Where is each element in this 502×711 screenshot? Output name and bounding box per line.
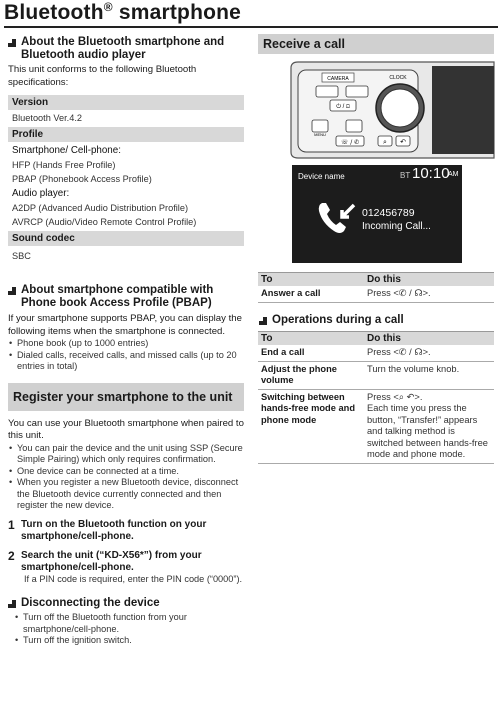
col-do-header: Do this: [364, 332, 494, 346]
end-call-action: Press <✆ / ☊>.: [364, 345, 494, 361]
switch-mode-action: Press <⌕ ↶>. Each time you press the button, “Transfer!” appears and talking method is switched between hands-free mode and phone mode.: [364, 389, 494, 463]
list-item: • You can pair the device and the unit using SSP (Secure Simple Pairing) which only requires confirmation.: [8, 443, 244, 466]
about-bluetooth-heading: About the Bluetooth smartphone and Bluetooth audio player: [8, 36, 244, 62]
end-call-cell: End a call: [258, 345, 364, 361]
table-row: [258, 345, 494, 361]
square-bullet-icon: [8, 600, 16, 608]
voice-icon: ☊: [414, 347, 423, 357]
step-number: 2: [8, 548, 15, 563]
clock-label: CLOCK: [389, 75, 407, 81]
clock-ampm: AM: [448, 171, 459, 178]
incoming-call-screen: [292, 165, 462, 263]
page-title: Bluetooth® smartphone: [4, 0, 242, 24]
table-row: [258, 361, 494, 389]
step-1: [8, 519, 244, 543]
title-divider: [4, 26, 498, 28]
receive-call-heading: Receive a call: [258, 34, 494, 54]
profile-avrcp: AVRCP (Audio/Video Remote Control Profile): [12, 217, 197, 227]
profile-pbap: PBAP (Phonebook Access Profile): [12, 174, 152, 184]
operations-table: [258, 331, 494, 464]
profile-a2dp: A2DP (Advanced Audio Distribution Profile): [12, 203, 189, 213]
audio-profile-label: Audio player:: [12, 188, 70, 199]
version-header: Version: [8, 95, 244, 110]
list-item: • Turn off the ignition switch.: [14, 635, 244, 647]
car-stereo-illustration: [286, 60, 496, 160]
answer-call-cell: Answer a call: [258, 286, 364, 302]
voice-icon: ☊: [414, 288, 423, 298]
step-number: 1: [8, 517, 15, 532]
profile-header: Profile: [8, 127, 244, 142]
square-bullet-icon: [8, 39, 16, 47]
incoming-call-icon: [316, 199, 356, 237]
table-row: [258, 389, 494, 463]
pbap-text: If your smartphone supports PBAP, you can display the following items when the smartphone is connected.: [8, 313, 242, 337]
list-item: • When you register a new Bluetooth device, disconnect the Bluetooth device currently connected and then register the new device.: [8, 477, 244, 512]
phone-profile-label: Smartphone/ Cell-phone:: [12, 145, 121, 156]
svg-text:☏ / ✆: ☏ / ✆: [340, 139, 360, 146]
codec-header: Sound codec: [8, 231, 244, 246]
step-text: Search the unit (“KD-X56*”) from your smartphone/cell-phone.: [21, 549, 202, 573]
step-2: [8, 550, 244, 574]
operations-heading: Operations during a call: [259, 314, 495, 327]
adjust-volume-cell: Adjust the phone volume: [258, 361, 364, 389]
col-to-header: To: [258, 332, 364, 346]
svg-text:⏻ / ⊡: ⏻ / ⊡: [336, 104, 350, 110]
list-item: • Dialed calls, received calls, and missed calls (up to 20 entries in total): [8, 350, 244, 373]
profile-hfp: HFP (Hands Free Profile): [12, 160, 116, 170]
switch-mode-cell: Switching between hands-free mode and phone mode: [258, 389, 364, 463]
call-status: Incoming Call...: [362, 221, 431, 232]
col-to-header: To: [258, 273, 364, 287]
left-column: [8, 36, 244, 647]
menu-label: MENU: [314, 132, 326, 137]
list-item: • Phone book (up to 1000 entries): [8, 338, 244, 350]
register-heading: Register your smartphone to the unit: [8, 383, 244, 411]
disconnect-heading: Disconnecting the device: [8, 597, 244, 610]
col-do-header: Do this: [364, 273, 494, 287]
bt-indicator: BT: [400, 171, 411, 180]
receive-call-table: [258, 272, 494, 303]
pbap-heading: About smartphone compatible with Phone book Access Profile (PBAP): [8, 284, 244, 310]
switch-mode-description: Each time you press the button, “Transfer!” appears and talking method is switched between hands-free mode and phone mode.: [367, 403, 488, 459]
phone-icon: ✆: [398, 347, 407, 357]
adjust-volume-action: Turn the volume knob.: [364, 361, 494, 389]
step-2-note: If a PIN code is required, enter the PIN code (“0000”).: [24, 573, 243, 584]
list-item: • One device can be connected at a time.: [8, 466, 244, 478]
svg-text:↶: ↶: [400, 138, 406, 146]
phone-icon: ✆: [398, 288, 407, 298]
list-item: • Turn off the Bluetooth function from your smartphone/cell-phone.: [14, 612, 244, 635]
back-icon: ↶: [406, 391, 415, 402]
search-icon: ⌕: [398, 391, 404, 402]
table-row: [258, 286, 494, 302]
device-name-label: Device name: [298, 172, 345, 181]
step-text: Turn on the Bluetooth function on your smartphone/cell-phone.: [21, 518, 207, 542]
codec-value: SBC: [12, 251, 31, 261]
caller-number: 012456789: [362, 207, 415, 219]
version-value: Bluetooth Ver.4.2: [12, 113, 82, 123]
square-bullet-icon: [259, 317, 267, 325]
register-text: You can use your Bluetooth smartphone when paired to this unit.: [8, 417, 244, 441]
camera-label: CAMERA: [327, 76, 349, 82]
conforms-text: This unit conforms to the following Bluetooth specifications:: [8, 64, 197, 88]
square-bullet-icon: [8, 287, 16, 295]
svg-text:⌕: ⌕: [383, 138, 387, 146]
answer-call-action: Press <✆ / ☊>.: [364, 286, 494, 302]
clock-time: 10:10: [412, 165, 450, 182]
